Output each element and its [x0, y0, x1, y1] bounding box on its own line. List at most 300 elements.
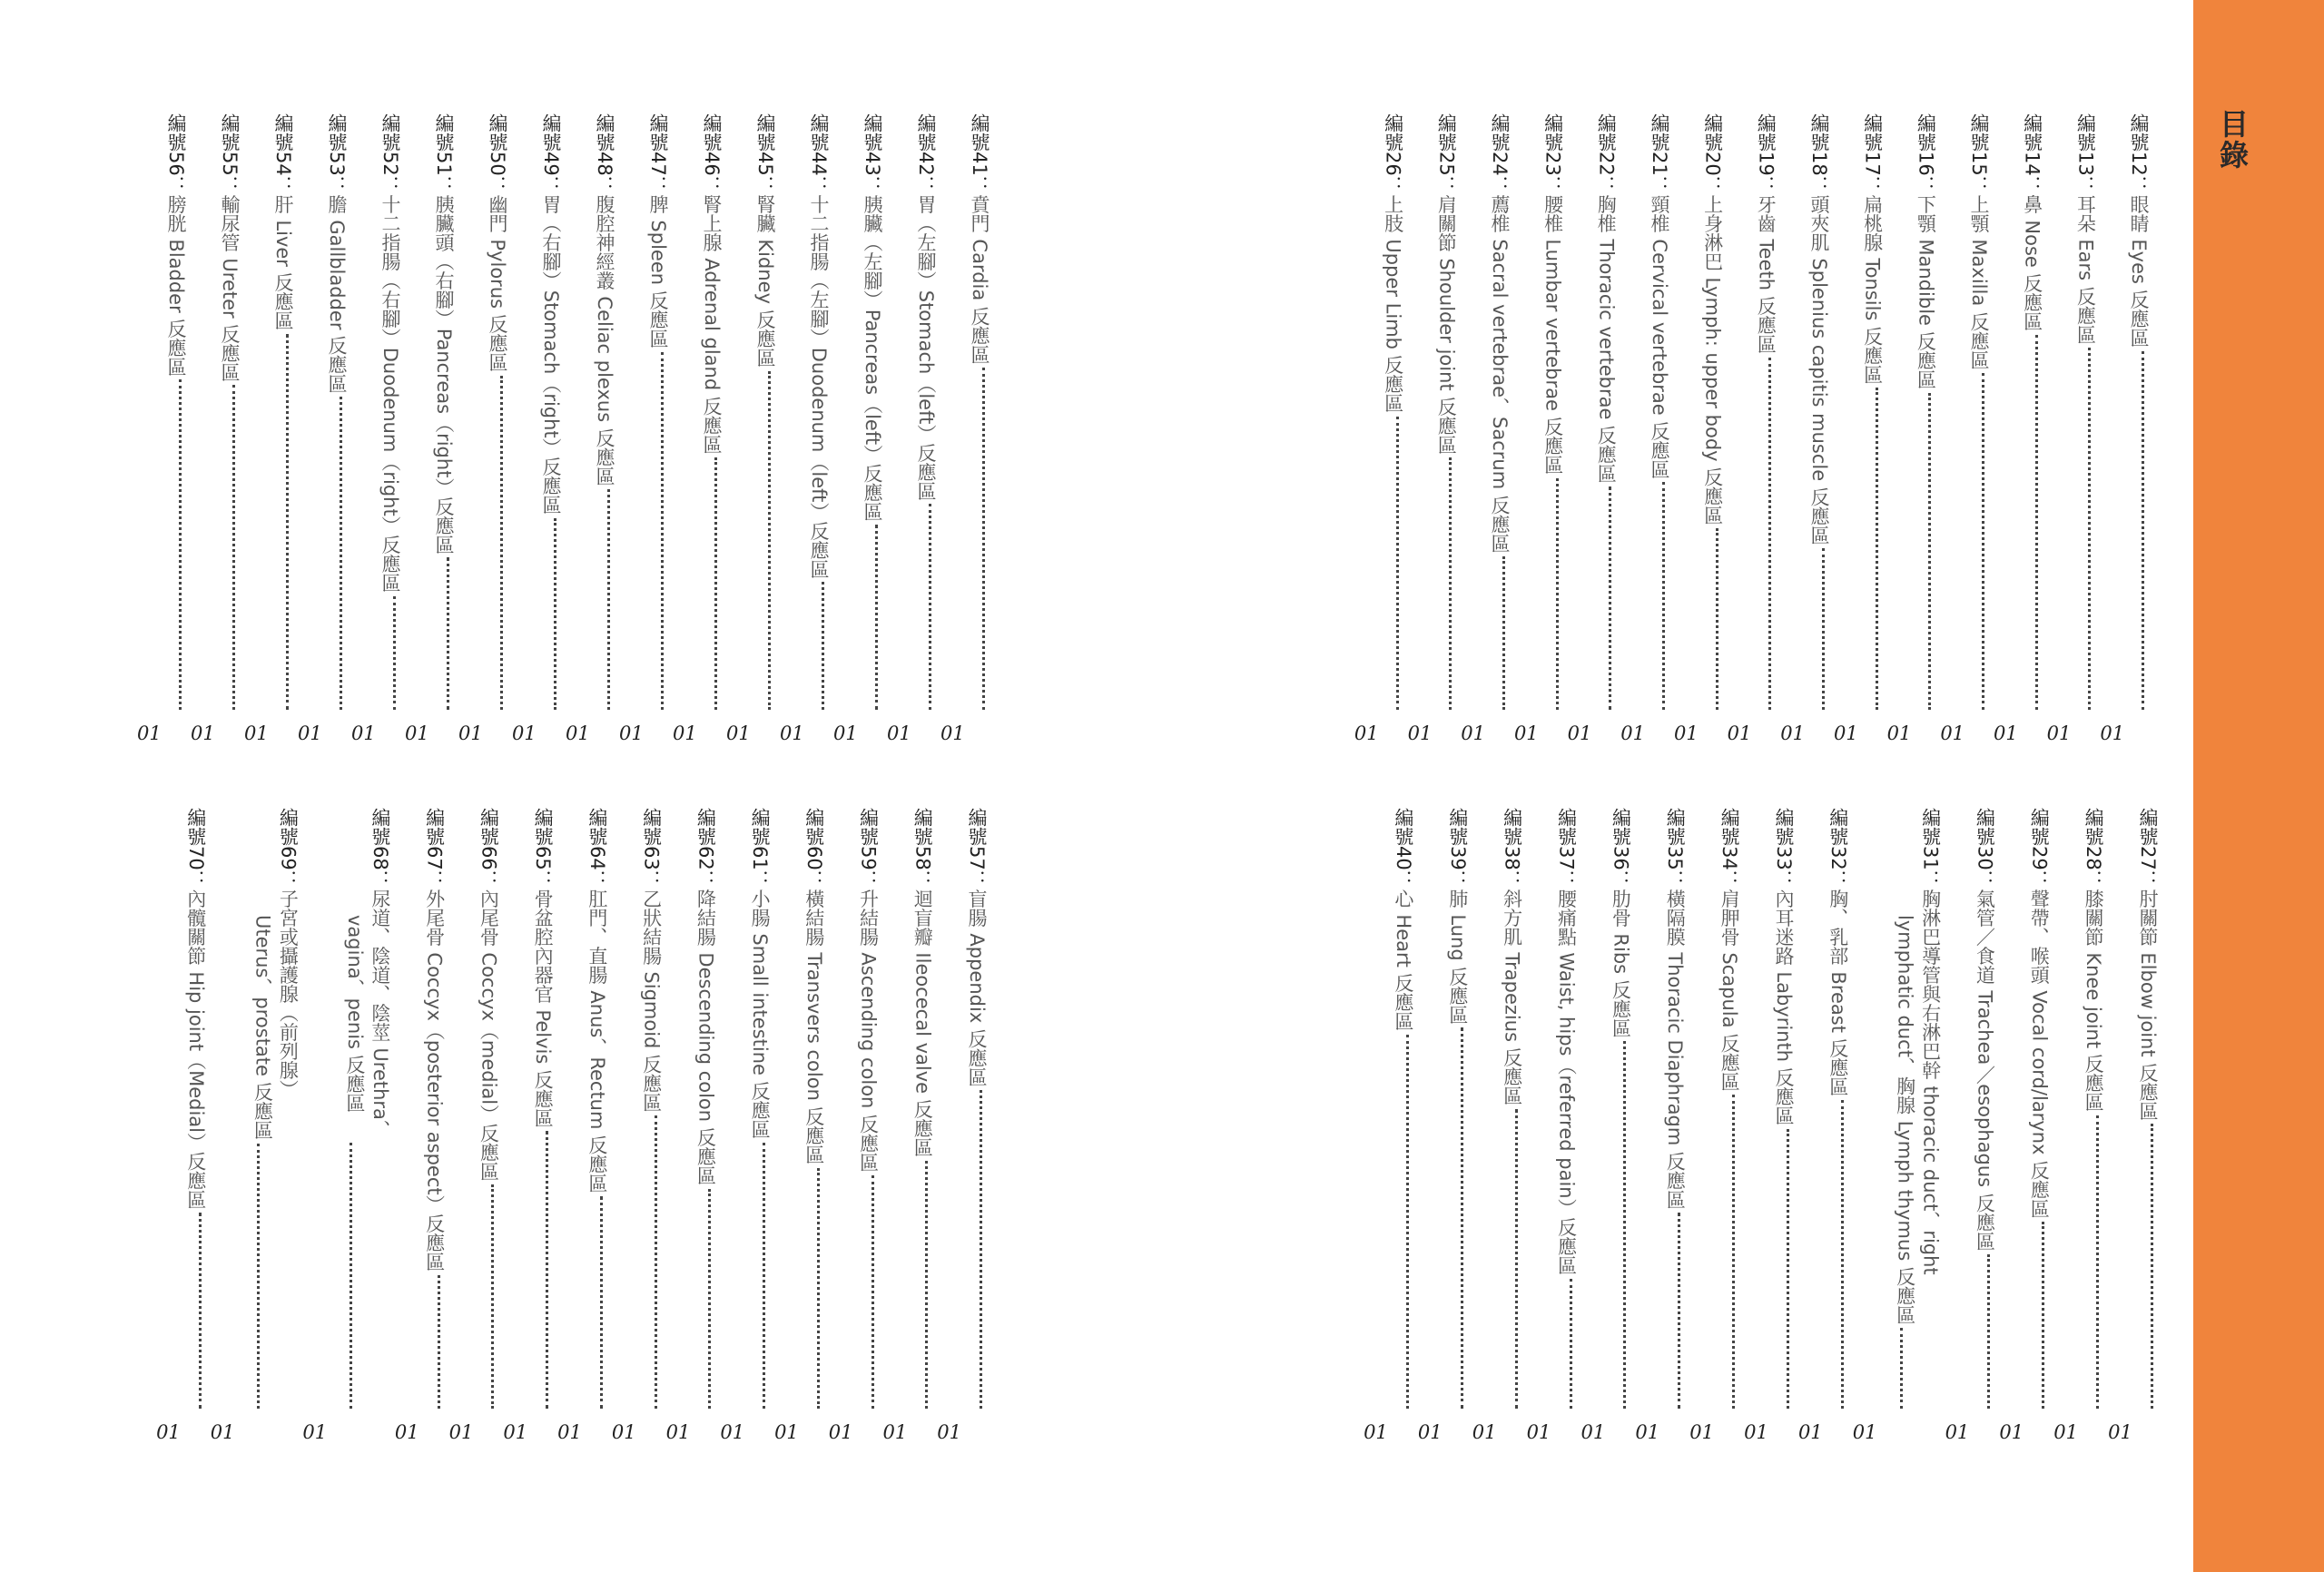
toc-entry-name: 牙齒 Teeth 反應區 [1755, 194, 1777, 354]
toc-entry-name: 斜方肌 Trapezius 反應區 [1501, 889, 1523, 1105]
dot-leader [179, 379, 182, 710]
toc-entry[interactable] [2098, 113, 2152, 744]
toc-entry-number: 編號18： [1807, 113, 1830, 195]
toc-entry-number: 編號62： [694, 808, 717, 889]
toc-entry-number: 編號49： [540, 113, 562, 195]
toc-entry-number: 編號59： [857, 808, 880, 889]
toc-page-number: 01 [882, 1421, 908, 1443]
toc-entry[interactable] [448, 808, 502, 1443]
toc-entry-number: 編號36： [1610, 808, 1632, 889]
toc-entry-name: 肘關節 Elbow joint 反應區 [2137, 889, 2159, 1121]
toc-entry-name: 腎臟 Kidney 反應區 [754, 194, 776, 368]
toc-page-number: 01 [2053, 1421, 2079, 1443]
toc-page-number: 01 [351, 722, 376, 744]
toc-entry[interactable] [1997, 808, 2052, 1443]
toc-entry[interactable] [393, 808, 448, 1443]
toc-entry-number: 編號68： [369, 808, 391, 889]
dot-leader [2035, 335, 2038, 710]
toc-entry[interactable] [832, 113, 885, 744]
toc-entry-number: 編號14： [2021, 113, 2043, 195]
toc-entry[interactable] [350, 113, 403, 744]
toc-entry-text [585, 808, 610, 1193]
toc-entry-number: 編號60： [803, 808, 825, 889]
toc-entry-name: 賁門 Cardia 反應區 [969, 194, 990, 364]
dot-leader [2151, 1124, 2153, 1409]
toc-entry[interactable] [939, 113, 992, 744]
dot-leader [232, 385, 235, 710]
toc-entry-name: 胰臟頭（右腳）Pancreas（right）反應區 [433, 194, 455, 555]
toc-page-number: 01 [828, 1421, 853, 1443]
toc-page-number: 01 [1620, 722, 1646, 744]
dot-leader [822, 582, 824, 710]
toc-page-number: 01 [1461, 722, 1485, 744]
toc-entry[interactable] [1832, 113, 1886, 744]
dot-leader [1987, 1254, 1990, 1409]
toc-entry-name: 腰痛點 Waist, hips（referred pain）反應區 [1555, 889, 1578, 1275]
toc-entry[interactable] [242, 113, 296, 744]
toc-title: 目錄 [2215, 109, 2250, 171]
toc-entry-text [1753, 113, 1778, 354]
toc-page-number: 01 [566, 722, 590, 744]
toc-entry-text [1433, 113, 1459, 454]
toc-entry-number: 編號50： [487, 113, 508, 195]
toc-block-41-56 [134, 113, 992, 744]
toc-entry-number: 編號28： [2083, 808, 2105, 889]
toc-entry-text [699, 113, 724, 454]
dot-leader [546, 1131, 548, 1409]
toc-entry[interactable] [1471, 808, 1525, 1443]
toc-page-number: 01 [619, 722, 644, 744]
dot-leader [1609, 486, 1611, 710]
toc-entry-number: 編號35： [1664, 808, 1687, 889]
toc-block-12-26 [1353, 113, 2152, 744]
toc-entry-name: 乙狀結腸 Sigmoid 反應區 [640, 889, 663, 1113]
toc-entry[interactable] [773, 808, 827, 1443]
toc-page-number: 01 [2100, 722, 2125, 744]
toc-entry-number: 編號43： [862, 113, 883, 195]
dot-leader [2096, 1115, 2099, 1409]
toc-entry[interactable] [1459, 113, 1512, 744]
toc-entry-name: 小腸 Small intestine 反應區 [749, 889, 772, 1139]
toc-entry-name: 胸椎 Thoracic vertebrae 反應區 [1595, 194, 1618, 484]
toc-page-number: 01 [1354, 722, 1379, 744]
toc-page-number: 01 [940, 722, 965, 744]
toc-entry-number: 編號56： [165, 113, 187, 195]
toc-entry-name: 上肢 Upper Limb 反應區 [1382, 194, 1404, 413]
toc-entry-number: 編號25： [1435, 113, 1458, 195]
toc-page-number: 01 [557, 1421, 582, 1443]
toc-entry-name-continued: vagina、penis 反應區 [343, 915, 366, 1113]
toc-entry-text [538, 113, 564, 515]
toc-entry-text [693, 808, 718, 1185]
dot-leader [1982, 373, 1984, 710]
toc-entry[interactable] [881, 808, 936, 1443]
toc-entry-text [1826, 808, 1851, 1096]
toc-entry-text [530, 808, 556, 1127]
toc-entry-name: 鼻 Nose 反應區 [2021, 194, 2043, 331]
toc-entry-name: 肩關節 Shoulder joint 反應區 [1435, 194, 1458, 455]
toc-entry-number: 編號31： [1919, 808, 1942, 889]
toc-entry-number: 編號40： [1392, 808, 1414, 889]
dot-leader [1841, 1100, 1844, 1409]
toc-entry[interactable] [1672, 113, 1726, 744]
toc-entry[interactable] [1525, 808, 1580, 1443]
toc-entry[interactable] [1633, 808, 1688, 1443]
toc-page-number: 01 [611, 1421, 636, 1443]
toc-page-number: 01 [1797, 1421, 1823, 1443]
toc-entry-number: 編號33： [1772, 808, 1795, 889]
toc-entry-name: 頸椎 Cervical vertebrae 反應區 [1648, 194, 1670, 479]
toc-entry-text [1541, 113, 1566, 475]
toc-entry-number: 編號26： [1382, 113, 1404, 195]
toc-entry-name: 內耳迷路 Labyrinth 反應區 [1772, 889, 1795, 1125]
toc-entry-text [1913, 113, 1938, 389]
dot-leader [1396, 417, 1399, 710]
toc-entry-name: 胸、乳部 Breast 反應區 [1827, 889, 1849, 1096]
toc-entry-text [1500, 808, 1525, 1105]
toc-page-number: 01 [774, 1421, 799, 1443]
toc-page-number: 01 [191, 722, 215, 744]
toc-entry-text [183, 808, 209, 1209]
toc-page-number: 01 [298, 722, 322, 744]
toc-entry[interactable] [1992, 113, 2045, 744]
toc-page-number: 01 [244, 722, 269, 744]
toc-entry[interactable] [1726, 113, 1779, 744]
toc-page-number: 01 [726, 722, 751, 744]
toc-entry-name: 心 Heart 反應區 [1392, 889, 1414, 1031]
toc-entry-name: 肺 Lung 反應區 [1446, 889, 1469, 1025]
toc-entry-text [1554, 808, 1580, 1275]
toc-entry-number: 編號19： [1755, 113, 1777, 195]
toc-entry[interactable] [1938, 113, 1992, 744]
toc-entry-text [1966, 113, 1992, 369]
toc-entry-number: 編號27： [2137, 808, 2159, 889]
dot-leader [763, 1143, 765, 1409]
toc-entry-number: 編號16： [1915, 113, 1937, 195]
toc-page-number: 01 [1852, 1421, 1877, 1443]
toc-entry-text [378, 113, 403, 593]
toc-entry[interactable] [189, 113, 242, 744]
toc-entry[interactable] [1778, 113, 1832, 744]
toc-entry-text [2081, 808, 2106, 1112]
dot-leader [2042, 1222, 2044, 1409]
toc-entry-number: 編號66： [478, 808, 500, 889]
toc-entry-number: 編號17： [1861, 113, 1884, 195]
toc-entry[interactable] [510, 113, 564, 744]
dot-leader [1449, 457, 1452, 710]
toc-entry-number: 編號42： [915, 113, 937, 195]
dot-leader [875, 525, 878, 710]
toc-entry-name: 胸淋巴導管與右淋巴幹 thoracic duct、right [1919, 889, 1942, 1275]
toc-entry-number: 編號69： [277, 808, 300, 889]
toc-entry-number: 編號44： [808, 113, 830, 195]
dot-leader [257, 1144, 260, 1409]
dot-leader [554, 518, 556, 710]
toc-entry[interactable] [665, 808, 719, 1443]
toc-page-number: 01 [1407, 722, 1433, 744]
toc-page-number: 01 [937, 1421, 961, 1443]
toc-entry[interactable] [671, 113, 724, 744]
toc-entry[interactable] [501, 808, 556, 1443]
toc-page-number: 01 [394, 1421, 419, 1443]
toc-page-number: 01 [1993, 722, 2018, 744]
toc-entry-number: 編號24： [1488, 113, 1511, 195]
toc-page-number: 01 [1940, 722, 1965, 744]
toc-entry-number: 編號46： [701, 113, 723, 195]
toc-entry[interactable] [885, 113, 939, 744]
toc-entry-number: 編號47： [647, 113, 669, 195]
toc-entry[interactable] [1944, 808, 1998, 1443]
toc-entry[interactable] [1619, 113, 1672, 744]
toc-entry-text [2026, 808, 2052, 1218]
toc-entry[interactable] [718, 808, 773, 1443]
toc-entry[interactable] [1416, 808, 1471, 1443]
dot-leader [2142, 351, 2144, 710]
toc-entry[interactable] [1353, 113, 1406, 744]
toc-entry-name: 橫結腸 Transvers colon 反應區 [803, 889, 825, 1164]
toc-page-number: 01 [1472, 1421, 1497, 1443]
toc-entry[interactable] [154, 808, 209, 1443]
toc-entry[interactable] [827, 808, 881, 1443]
dot-leader [1406, 1035, 1409, 1409]
toc-entry[interactable] [556, 808, 610, 1443]
toc-entry-number: 編號67： [423, 808, 446, 889]
dot-leader [1678, 1213, 1680, 1409]
toc-entry-text [342, 808, 393, 1139]
toc-entry-name: 肝 Liver 反應區 [272, 194, 294, 330]
toc-entry[interactable] [935, 808, 990, 1443]
toc-entry-number: 編號34： [1718, 808, 1741, 889]
toc-entry-number: 編號70： [184, 808, 207, 889]
toc-entry-text [422, 808, 448, 1272]
toc-entry-number: 編號39： [1446, 808, 1469, 889]
dot-leader [1556, 478, 1559, 710]
toc-entry-number: 編號53： [326, 113, 348, 195]
toc-entry-number: 編號13： [2074, 113, 2097, 195]
toc-entry[interactable] [209, 808, 301, 1443]
toc-entry-text [802, 808, 827, 1164]
toc-page-number: 01 [1945, 1421, 1970, 1443]
toc-page-number: 01 [2108, 1421, 2132, 1443]
toc-entry-text [2126, 113, 2152, 348]
toc-entry[interactable] [1362, 808, 1416, 1443]
toc-entry-name: 橫隔膜 Thoracic Diaphragm 反應區 [1664, 889, 1687, 1209]
toc-page-number: 01 [665, 1421, 691, 1443]
toc-entry-number: 編號38： [1501, 808, 1523, 889]
toc-entry-name-continued: lymphatic duct、胸腺 Lymph thymus 反應區 [1894, 915, 1916, 1324]
dot-leader [286, 334, 289, 710]
toc-entry-number: 編號61： [749, 808, 772, 889]
toc-entry[interactable] [296, 113, 350, 744]
orange-sidebar [2193, 0, 2324, 1572]
dot-leader [1900, 1328, 1903, 1409]
toc-entry-text [645, 113, 671, 349]
toc-entry[interactable] [1886, 113, 1939, 744]
toc-entry-name: 盲腸 Appendix 反應區 [966, 889, 988, 1086]
dot-leader [350, 1143, 352, 1409]
toc-entry-name: 腰椎 Lumbar vertebrae 反應區 [1541, 194, 1564, 475]
toc-entry-number: 編號52： [379, 113, 401, 195]
toc-entry-number: 編號12： [2128, 113, 2150, 195]
toc-entry-number: 編號55： [219, 113, 241, 195]
toc-entry-name: 頭夾肌 Splenius capitis muscle 反應區 [1807, 194, 1830, 545]
toc-entry[interactable] [1512, 113, 1566, 744]
dot-leader [980, 1090, 982, 1409]
toc-entry-text [1860, 113, 1886, 384]
toc-page-number: 01 [1886, 722, 1912, 744]
dot-leader [199, 1213, 202, 1409]
toc-page-number: 01 [512, 722, 537, 744]
toc-entry-text [806, 113, 832, 578]
dot-leader [929, 504, 931, 710]
toc-entry-text [1593, 113, 1619, 483]
toc-entry-text [217, 113, 242, 381]
toc-page-number: 01 [1999, 1421, 2024, 1443]
toc-entry-number: 編號64： [586, 808, 608, 889]
toc-entry-number: 編號32： [1827, 808, 1849, 889]
toc-entry[interactable] [1742, 808, 1797, 1443]
dot-leader [1623, 1041, 1626, 1409]
dot-leader [393, 596, 396, 710]
toc-entry[interactable] [778, 113, 832, 744]
toc-entry[interactable] [564, 113, 617, 744]
toc-entry-name: 肋骨 Ribs 反應區 [1610, 889, 1632, 1037]
toc-page-number: 01 [405, 722, 429, 744]
toc-entry[interactable] [457, 113, 510, 744]
toc-entry-number: 編號30： [1974, 808, 1996, 889]
toc-entry-name: 內尾骨 Coccyx（medial）反應區 [478, 889, 500, 1182]
toc-entry[interactable] [1566, 113, 1620, 744]
toc-entry-text [639, 808, 665, 1112]
dot-leader [661, 352, 664, 710]
toc-entry[interactable] [403, 113, 457, 744]
toc-entry-text [2073, 113, 2098, 344]
dot-leader [1822, 548, 1825, 710]
toc-entry-name: 腹腔神經叢 Celiac plexus 反應區 [594, 194, 615, 486]
toc-page-number: 01 [833, 722, 858, 744]
toc-entry-name: 腎上腺 Adrenal gland 反應區 [701, 194, 723, 454]
toc-entry-name: 胃（右腳）Stomach（right）反應區 [540, 194, 562, 515]
toc-entry-number: 編號41： [969, 113, 990, 195]
toc-entry[interactable] [1688, 808, 1742, 1443]
toc-page-number: 01 [1727, 722, 1752, 744]
toc-entry-name: 十二指腸（左腳）Duodenum（left）反應區 [808, 194, 830, 579]
toc-entry-text [250, 808, 300, 1140]
toc-entry-text [856, 808, 881, 1172]
toc-entry-name: 子宮或攝護腺（前列腺） [277, 889, 300, 1099]
toc-entry[interactable] [2106, 808, 2161, 1443]
toc-entry-number: 編號65： [532, 808, 555, 889]
toc-entry-number: 編號23： [1541, 113, 1564, 195]
dot-leader [447, 557, 449, 710]
toc-entry-text [1647, 113, 1672, 478]
toc-page-number: 01 [887, 722, 911, 744]
toc-entry-text [592, 113, 617, 486]
toc-entry-text [753, 113, 778, 368]
dot-leader [1928, 393, 1931, 710]
toc-page-number: 01 [1417, 1421, 1443, 1443]
toc-entry-name: 胃（左腳）Stomach（left）反應區 [915, 194, 937, 501]
toc-entry-text [1717, 808, 1742, 1091]
toc-entry[interactable] [300, 808, 393, 1443]
toc-entry-name: 骨盆腔內器官 Pelvis 反應區 [532, 889, 555, 1127]
toc-entry-text [1487, 113, 1512, 553]
toc-entry-number: 編號58： [911, 808, 934, 889]
toc-entry[interactable] [617, 113, 671, 744]
toc-entry[interactable] [1406, 113, 1460, 744]
toc-entry[interactable] [610, 808, 665, 1443]
toc-entry[interactable] [1580, 808, 1634, 1443]
dot-leader [340, 397, 342, 710]
toc-entry-text [1771, 808, 1797, 1125]
dot-leader [708, 1189, 711, 1409]
toc-entry-name: 下顎 Mandible 反應區 [1915, 194, 1937, 389]
toc-entry-number: 編號63： [640, 808, 663, 889]
toc-page-number: 01 [720, 1421, 745, 1443]
toc-page-number: 01 [1635, 1421, 1660, 1443]
toc-entry-name: 尿道、陰道、陰莖 Urethra、 [369, 889, 391, 1139]
dot-leader [500, 376, 503, 710]
toc-block-57-70 [154, 808, 990, 1443]
toc-page-number: 01 [673, 722, 697, 744]
toc-entry[interactable] [724, 113, 778, 744]
toc-entry-text [1893, 808, 1944, 1324]
toc-entry-name: 降結腸 Descending colon 反應區 [694, 889, 717, 1185]
toc-entry[interactable] [2052, 808, 2106, 1443]
toc-block-27-40 [1362, 808, 2161, 1443]
toc-entry-name: 膽 Gallbladder 反應區 [326, 194, 348, 394]
dot-leader [714, 457, 717, 710]
toc-entry[interactable] [1797, 808, 1851, 1443]
toc-entry-number: 編號22： [1595, 113, 1618, 195]
toc-page-number: 01 [1833, 722, 1858, 744]
toc-entry-text [860, 113, 885, 521]
toc-entry-name: 肩胛骨 Scapula 反應區 [1718, 889, 1741, 1092]
toc-page-number: 01 [156, 1421, 181, 1443]
toc-entry-text [431, 113, 457, 554]
toc-entry-number: 編號45： [754, 113, 776, 195]
toc-entry-name: 眼睛 Eyes 反應區 [2128, 194, 2150, 348]
dot-leader [817, 1168, 820, 1409]
toc-page-number: 01 [1581, 1421, 1606, 1443]
toc-page-number: 01 [302, 1421, 328, 1443]
toc-entry-name-continued: Uterus、prostate 反應區 [251, 915, 274, 1140]
dot-leader [1768, 358, 1771, 710]
dot-leader [1876, 388, 1878, 710]
dot-leader [491, 1184, 494, 1409]
toc-entry-name: 內髖關節 Hip joint（Medial）反應區 [184, 889, 207, 1210]
toc-page-number: 01 [458, 722, 483, 744]
toc-entry-name: 肛門、直腸 Anus、Rectum 反應區 [586, 889, 608, 1194]
toc-entry[interactable] [2045, 113, 2099, 744]
toc-entry-name: 耳朵 Ears 反應區 [2074, 194, 2097, 344]
toc-entry-number: 編號20： [1701, 113, 1724, 195]
dot-leader [1732, 1095, 1735, 1409]
toc-page-number: 01 [2046, 722, 2072, 744]
toc-entry-name: 膝關節 Knee joint 反應區 [2083, 889, 2105, 1112]
toc-entry-name: 胰臟（左腳）Pancreas（left）反應區 [862, 194, 883, 522]
toc-entry-text [1807, 113, 1832, 545]
toc-entry[interactable] [1851, 808, 1944, 1443]
toc-entry-name: 升結腸 Ascending colon 反應區 [857, 889, 880, 1173]
toc-entry-text [324, 113, 350, 393]
dot-leader [438, 1275, 440, 1409]
dot-leader [982, 368, 985, 710]
toc-entry-number: 編號15： [1967, 113, 1990, 195]
toc-entry-text [1445, 808, 1471, 1024]
toc-entry[interactable] [135, 113, 189, 744]
toc-page-number: 01 [448, 1421, 474, 1443]
